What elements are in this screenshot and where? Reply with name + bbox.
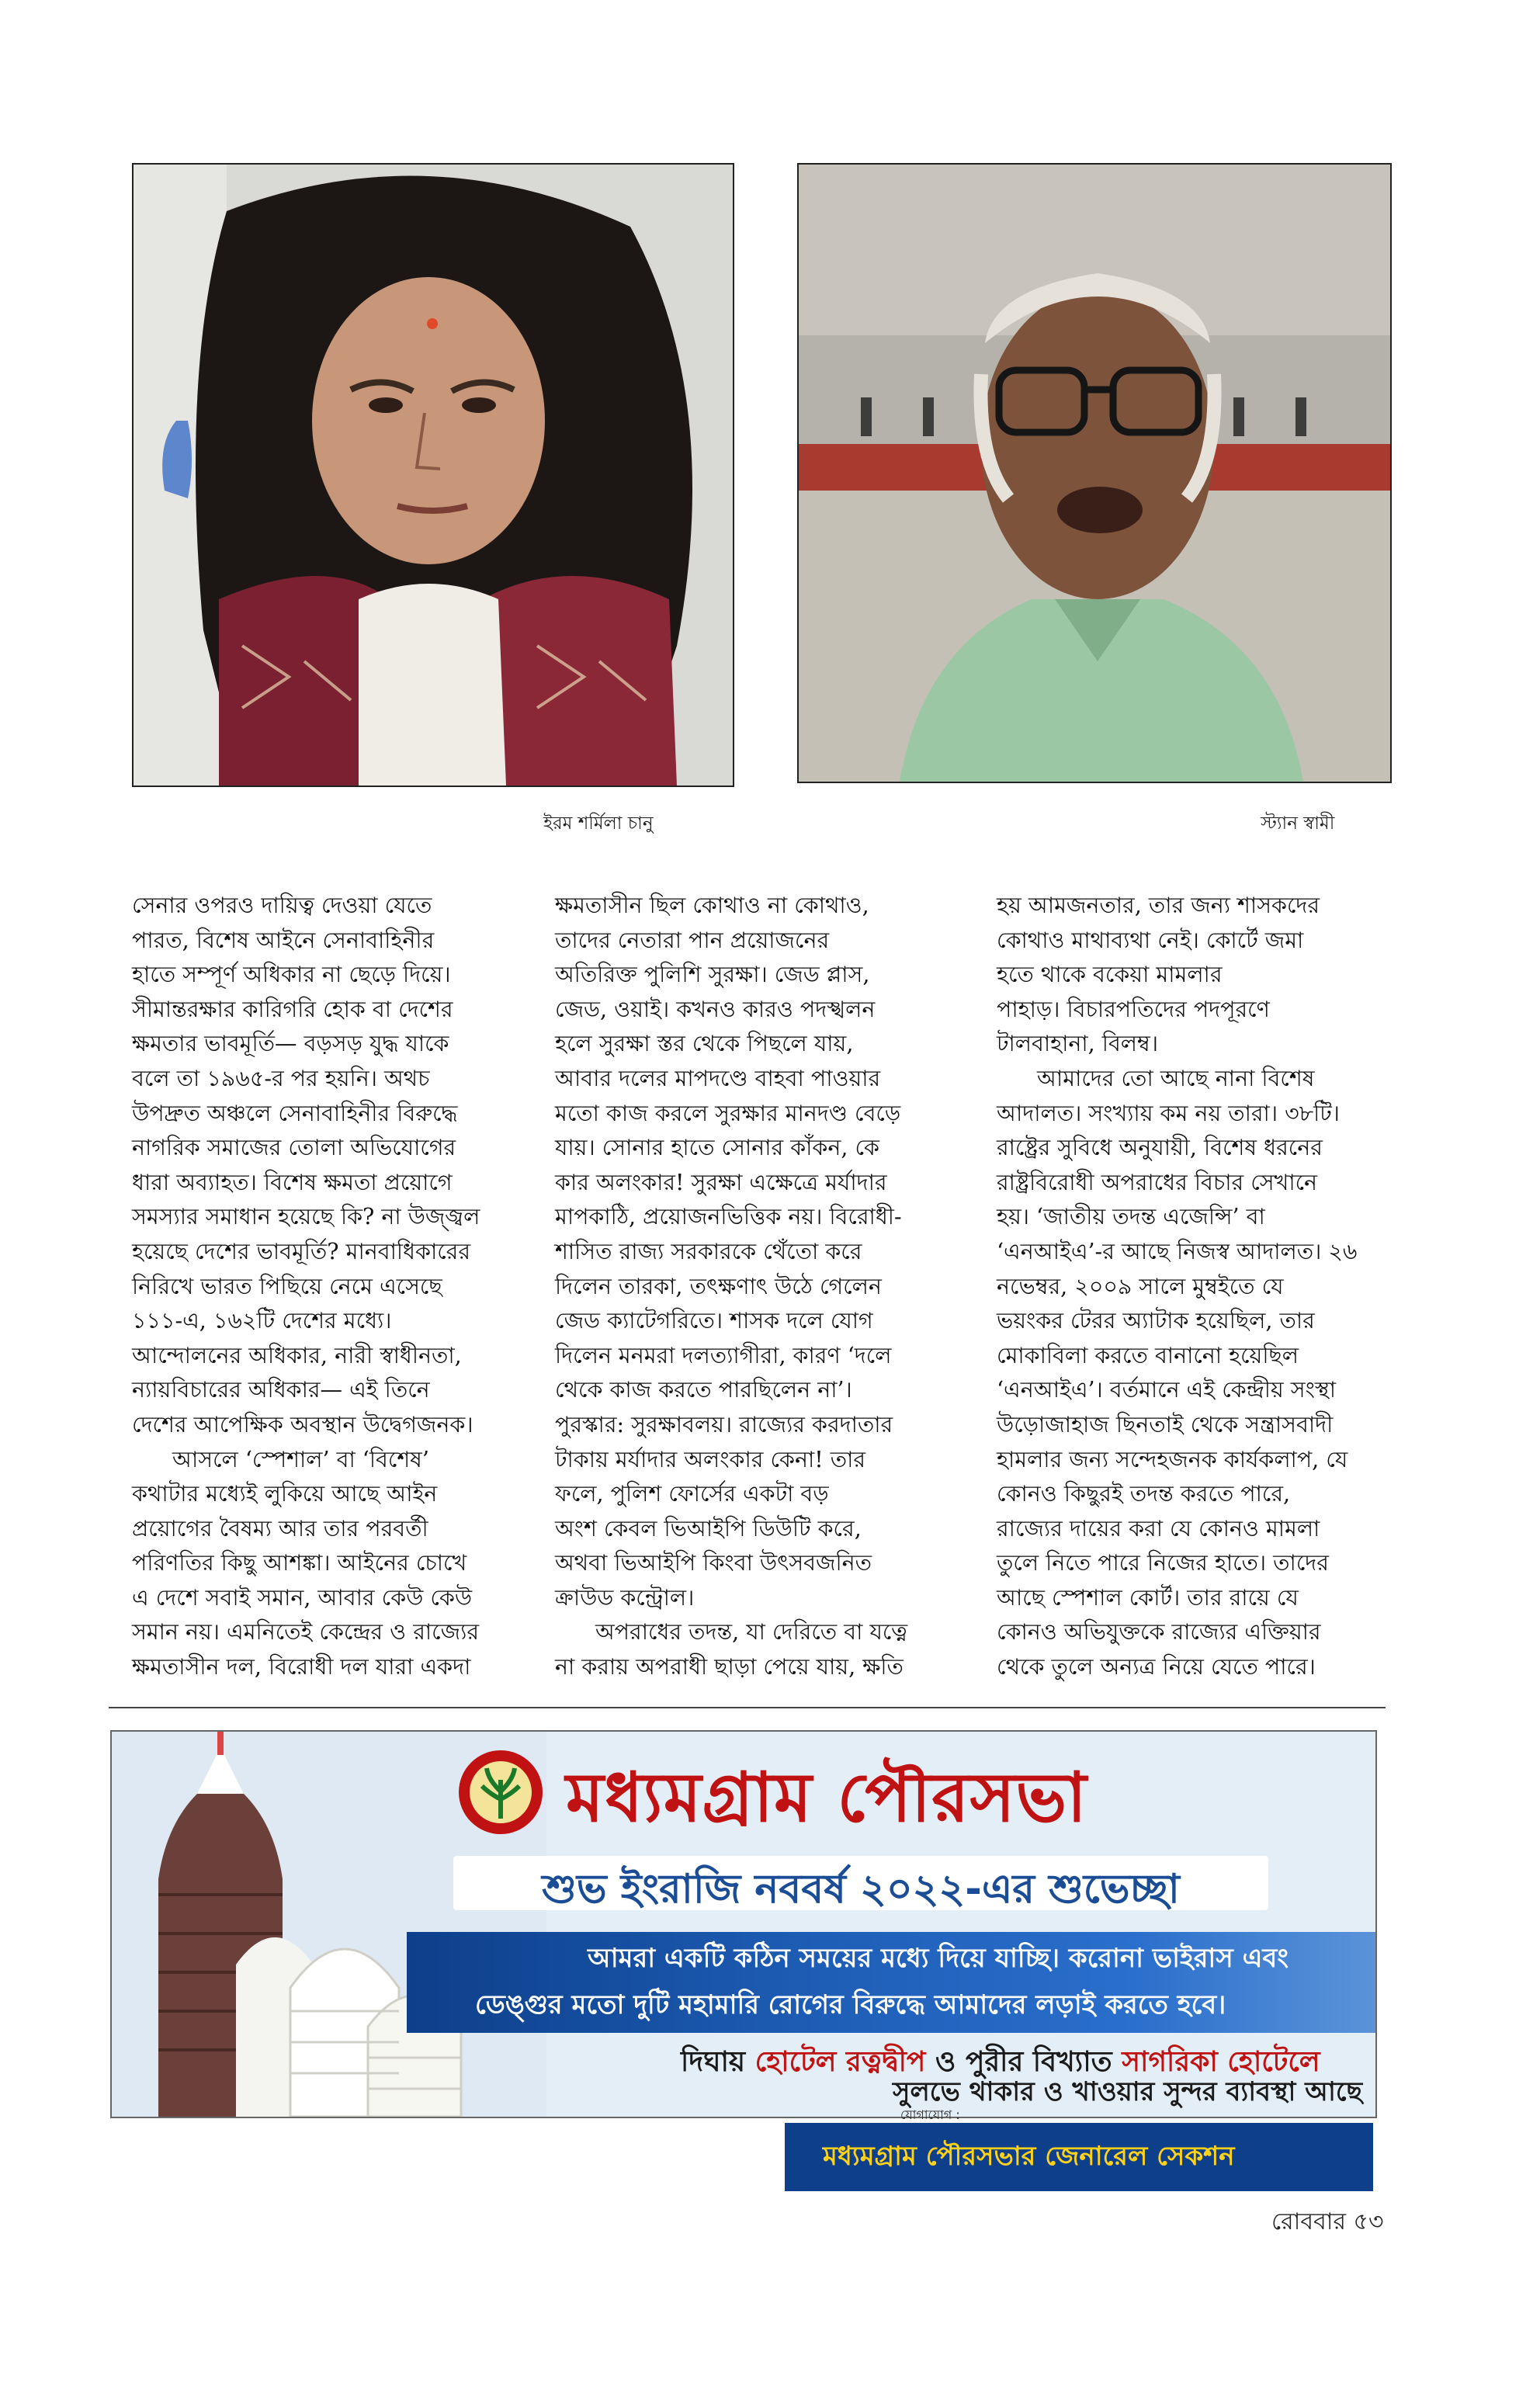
text-line: ক্ষমতার ভাবমূর্তি— বড়সড় যুদ্ধ যাকে — [132, 1031, 449, 1057]
text-line: রাষ্ট্রের সুবিধে অনুযায়ী, বিশেষ ধরনের — [997, 1135, 1323, 1161]
text-line: মতো কাজ করলে সুরক্ষার মানদণ্ড বেড়ে — [555, 1100, 901, 1126]
ad-contact-text: মধ্যমগ্রাম পৌরসভার জেনারেল সেকশন — [823, 2141, 1235, 2172]
text-line: মাপকাঠি, প্রয়োজনভিত্তিক নয়। বিরোধী- — [555, 1204, 902, 1230]
ad-offer-mid: ও পুরীর বিখ্যাত — [925, 2046, 1122, 2078]
ad-contact-label: যোগাযোগ : — [900, 2107, 960, 2122]
text-line: উপদ্রুত অঞ্চলে সেনাবাহিনীর বিরুদ্ধে — [132, 1100, 458, 1126]
text-line: পারত, বিশেষ আইনে সেনাবাহিনীর — [132, 927, 435, 953]
text-line: শাসিত রাজ্য সরকারকে থেঁতো করে — [555, 1238, 862, 1264]
page-footer: রোববার ৫৩ — [1271, 2208, 1384, 2235]
text-line: মোকাবিলা করতে বানানো হয়েছিল — [997, 1342, 1299, 1368]
text-line: যায়। সোনার হাতে সোনার কাঁকন, কে — [555, 1135, 879, 1161]
text-line: পরিণতির কিছু আশঙ্কা। আইনের চোখে — [132, 1550, 467, 1576]
text-line: জেড ক্যাটেগরিতে। শাসক দলে যোগ — [555, 1308, 873, 1334]
text-line: থেকে কাজ করতে পারছিলেন না’। — [555, 1377, 852, 1403]
text-line: সমান নয়। এমনিতেই কেন্দ্রের ও রাজ্যের — [132, 1619, 480, 1646]
text-line: না করায় অপরাধী ছাড়া পেয়ে যায়, ক্ষতি — [555, 1654, 904, 1680]
text-line: আমাদের তো আছে নানা বিশেষ — [1037, 1065, 1315, 1091]
article-column-1 — [132, 889, 520, 1685]
text-line: নভেম্বর, ২০০৯ সালে মুম্বইতে যে — [997, 1273, 1284, 1299]
text-line: সীমান্তরক্ষার কারিগরি হোক বা দেশের — [132, 996, 453, 1022]
text-line: টালবাহানা, বিলম্ব। — [997, 1031, 1159, 1057]
text-line: আন্দোলনের অধিকার, নারী স্বাধীনতা, — [132, 1342, 462, 1368]
photo-caption-right: স্ট্যান স্বামী — [1261, 813, 1335, 834]
text-line: প্রয়োগের বৈষম্য আর তার পরবর্তী — [132, 1515, 428, 1542]
ad-offer-line-2: সুলভে থাকার ও খাওয়ার সুন্দর ব্যাবস্থা আছে — [893, 2076, 1363, 2107]
text-line: হয়েছে দেশের ভাবমূর্তি? মানবাধিকারের — [132, 1238, 471, 1264]
ad-title: মধ্যমগ্রাম পৌরসভা — [566, 1757, 1087, 1837]
text-line: ধারা অব্যাহত। বিশেষ ক্ষমতা প্রয়োগে — [132, 1169, 453, 1195]
text-line: কথাটার মধ্যেই লুকিয়ে আছে আইন — [132, 1481, 438, 1507]
ad-message-line-2: ডেঙ্গুর মতো দুটি মহামারি রোগের বিরুদ্ধে আমাদের লড়াই করতে হবে। — [475, 1989, 1226, 2020]
text-line: হতে থাকে বকেয়া মামলার — [997, 962, 1223, 988]
text-line: কোনও অভিযুক্তকে রাজ্যের এক্তিয়ার — [997, 1619, 1321, 1646]
text-line: রাজ্যের দায়ের করা যে কোনও মামলা — [997, 1515, 1320, 1542]
text-line: দেশের আপেক্ষিক অবস্থান উদ্বেগজনক। — [132, 1411, 473, 1438]
text-line: ‘এনআইএ’। বর্তমানে এই কেন্দ্রীয় সংস্থা — [997, 1377, 1337, 1403]
ad-subtitle: শুভ ইংরাজি নববর্ষ ২০২২-এর শুভেচ্ছা — [542, 1866, 1180, 1913]
text-line: ন্যায়বিচারের অধিকার— এই তিনে — [132, 1377, 430, 1403]
text-line: ভয়ংকর টেরর অ্যাটাক হয়েছিল, তার — [997, 1308, 1315, 1334]
text-line: হয় আমজনতার, তার জন্য শাসকদের — [997, 893, 1320, 918]
photo-stan-swamy — [797, 163, 1392, 783]
section-divider — [109, 1707, 1386, 1708]
text-line: নাগরিক সমাজের তোলা অভিযোগের — [132, 1135, 456, 1161]
text-line: অপরাধের তদন্ত, যা দেরিতে বা যত্নে — [595, 1619, 908, 1646]
text-line: সেনার ওপরও দায়িত্ব দেওয়া যেতে — [132, 893, 432, 918]
text-line: কার অলংকার! সুরক্ষা এক্ষেত্রে মর্যাদার — [555, 1169, 887, 1195]
text-line: উড়োজাহাজ ছিনতাই থেকে সন্ত্রাসবাদী — [997, 1411, 1334, 1438]
photo-irom-sharmila — [132, 163, 734, 787]
text-line: ক্ষমতাসীন দল, বিরোধী দল যারা একদা — [132, 1654, 471, 1680]
text-line: সমস্যার সমাধান হয়েছে কি? না উজ্জ্বল — [132, 1204, 480, 1230]
text-line: হয়। ‘জাতীয় তদন্ত এজেন্সি’ বা — [997, 1204, 1265, 1230]
ad-offer-prefix: দিঘায় — [681, 2046, 755, 2078]
text-line: দিলেন তারকা, তৎক্ষণাৎ উঠে গেলেন — [555, 1273, 882, 1299]
article-column-2 — [555, 889, 943, 1685]
text-line: পাহাড়। বিচারপতিদের পদপূরণে — [997, 996, 1270, 1022]
portrait-man-image — [799, 165, 1390, 782]
text-line: তুলে নিতে পারে নিজের হাতে। তাদের — [997, 1550, 1329, 1576]
portrait-woman-image — [134, 165, 733, 786]
text-line: কোনও কিছুরই তদন্ত করতে পারে, — [997, 1481, 1291, 1507]
text-line: নিরিখে ভারত পিছিয়ে নেমে এসেছে — [132, 1273, 442, 1299]
text-line: ক্ষমতাসীন ছিল কোথাও না কোথাও, — [555, 893, 869, 918]
text-line: হলে সুরক্ষা স্তর থেকে পিছলে যায়, — [555, 1031, 854, 1057]
text-line: কোথাও মাথাব্যথা নেই। কোর্টে জমা — [997, 927, 1304, 953]
text-line: আবার দলের মাপদণ্ডে বাহবা পাওয়ার — [555, 1065, 881, 1091]
text-line: রাষ্ট্রবিরোধী অপরাধের বিচার সেখানে — [997, 1169, 1318, 1195]
text-line: অতিরিক্ত পুলিশি সুরক্ষা। জেড প্লাস, — [555, 962, 870, 988]
ad-hotel-ratnadeep: হোটেল রত্নদ্বীপ — [754, 2046, 926, 2078]
text-line: ১১১-এ, ১৬২টি দেশের মধ্যে। — [132, 1308, 392, 1334]
text-line: অংশ কেবল ভিআইপি ডিউটি করে, — [555, 1515, 862, 1542]
text-line: থেকে তুলে অন্যত্র নিয়ে যেতে পারে। — [997, 1654, 1316, 1680]
text-line: পুরস্কার: সুরক্ষাবলয়। রাজ্যের করদাতার — [555, 1411, 893, 1438]
municipality-logo-icon — [457, 1749, 544, 1836]
text-line: দিলেন মনমরা দলত্যাগীরা, কারণ ‘দলে — [555, 1342, 892, 1368]
text-line: বলে তা ১৯৬৫-র পর হয়নি। অথচ — [132, 1065, 430, 1091]
ad-message-line-1: আমরা একটি কঠিন সময়ের মধ্যে দিয়ে যাচ্ছি। করোনা ভাইরাস এবং — [588, 1943, 1289, 1974]
ad-hotel-sagarika: সাগরিকা হোটেলে — [1122, 2046, 1320, 2078]
article-column-3 — [997, 889, 1385, 1685]
text-line: তাদের নেতারা পান প্রয়োজনের — [555, 927, 830, 953]
text-line: এ দেশে সবাই সমান, আবার কেউ কেউ — [132, 1584, 473, 1611]
text-line: আছে স্পেশাল কোর্ট। তার রায়ে যে — [997, 1584, 1299, 1611]
text-line: ‘এনআইএ’-র আছে নিজস্ব আদালত। ২৬ — [997, 1238, 1358, 1264]
text-line: ক্রাউড কন্ট্রোল। — [555, 1584, 695, 1611]
text-line: আদালত। সংখ্যায় কম নয় তারা। ৩৮টি। — [997, 1100, 1340, 1126]
text-line: হামলার জন্য সন্দেহজনক কার্যকলাপ, যে — [997, 1446, 1348, 1472]
text-line: অথবা ভিআইপি কিংবা উৎসবজনিত — [555, 1550, 872, 1576]
text-line: টাকায় মর্যাদার অলংকার কেনা! তার — [555, 1446, 866, 1472]
text-line: আসলে ‘স্পেশাল’ বা ‘বিশেষ’ — [172, 1446, 429, 1472]
text-line: জেড, ওয়াই। কখনও কারও পদস্খলন — [555, 996, 876, 1022]
photo-caption-left: ইরম শর্মিলা চানু — [543, 813, 654, 834]
text-line: ফলে, পুলিশ ফোর্সের একটা বড় — [555, 1481, 829, 1507]
text-line: হাতে সম্পূর্ণ অধিকার না ছেড়ে দিয়ে। — [132, 962, 451, 988]
